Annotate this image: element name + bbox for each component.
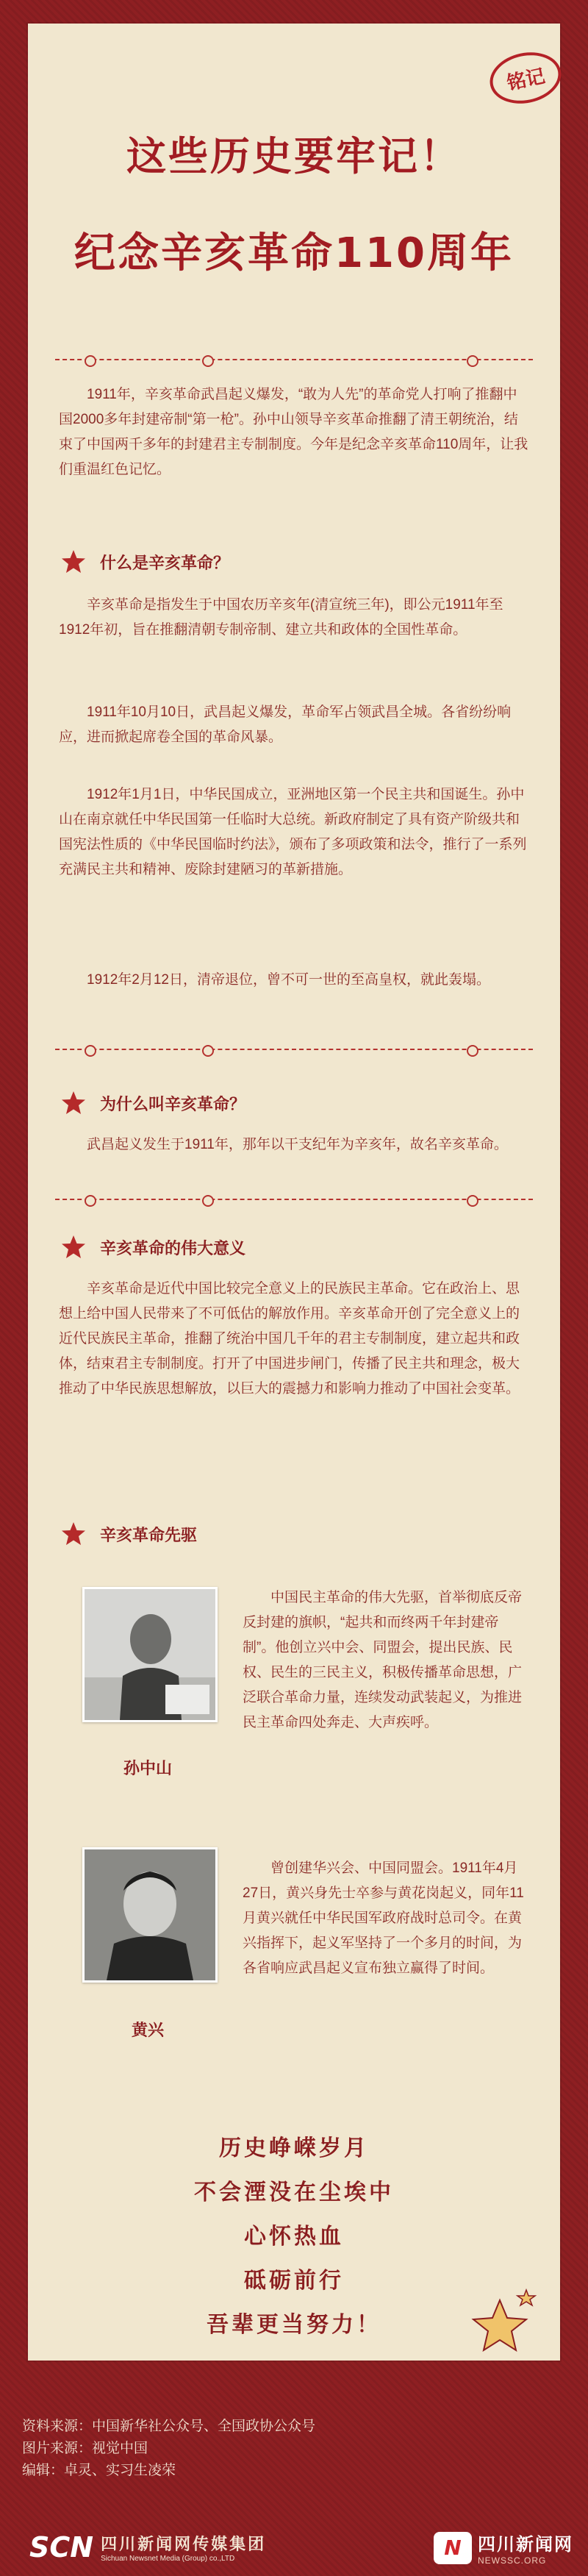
section-title: 辛亥革命的伟大意义 bbox=[100, 1239, 246, 1258]
section-heading bbox=[60, 547, 229, 577]
star-icon bbox=[60, 1234, 87, 1260]
newssc-logo bbox=[434, 2530, 573, 2566]
section-heading bbox=[60, 1519, 197, 1549]
portrait-photo bbox=[82, 1847, 218, 1983]
slogan-line: 不会湮没在尘埃中 bbox=[194, 2180, 394, 2205]
section-heading bbox=[60, 1088, 245, 1118]
portrait-photo bbox=[82, 1587, 218, 1722]
main-title: 这些历史要牢记！ bbox=[126, 133, 462, 179]
star-icon bbox=[60, 1521, 87, 1547]
slogan-line: 吾辈更当努力！ bbox=[207, 2312, 381, 2338]
pioneer-name: 黄兴 bbox=[131, 2022, 164, 2040]
star-icon bbox=[60, 549, 87, 575]
star-icon bbox=[60, 1090, 87, 1116]
section-title: 什么是辛亥革命？ bbox=[100, 554, 230, 573]
paragraph: 武昌起义发生于1911年，那年以干支纪年为辛亥年，故名辛亥革命。 bbox=[87, 1137, 508, 1152]
credit-line: 编辑：卓灵、实习生凌荣 bbox=[22, 2463, 176, 2478]
section-title: 辛亥革命先驱 bbox=[100, 1526, 198, 1545]
credit-line: 图片来源：视觉中国 bbox=[22, 2441, 148, 2456]
slogan-line: 历史峥嵘岁月 bbox=[219, 2136, 369, 2161]
paragraph: 1911年10月10日，武昌起义爆发，革命军占领武昌全城。各省纷纷响应，进而掀起席卷全国的革命风暴。 bbox=[59, 704, 512, 745]
remember-seal: 铭记 bbox=[485, 46, 566, 110]
content-card bbox=[28, 24, 560, 2361]
scn-logo bbox=[29, 2531, 266, 2563]
paragraph: 1912年1月1日，中华民国成立，亚洲地区第一个民主共和国诞生。孙中山在南京就任中华民国第一任临时大总统。新政府制定了具有资产阶级共和国宪法性质的《中华民国临时约法》，颁布了多项政策和法令，推行了一系列充满民主共和精神、废除封建陋习的革新措施。 bbox=[59, 787, 527, 877]
divider bbox=[55, 1199, 533, 1200]
paragraph: 1912年2月12日，清帝退位，曾不可一世的至高皇权，就此轰塌。 bbox=[87, 972, 490, 988]
divider bbox=[55, 359, 533, 360]
paragraph: 辛亥革命是近代中国比较完全意义上的民族民主革命。它在政治上、思想上给中国人民带来了不可低估的解放作用。辛亥革命开创了完全意义上的近代民族民主革命，推翻了统治中国几千年的君主专制制度，建立起共和政体，结束君主专制制度。打开了中国进步闸门，传播了民主共和理念，极大推动了中华民族思想解放，以巨大的震撼力和影响力推动了中国社会变革。 bbox=[59, 1281, 520, 1396]
newssc-logo-text: 四川新闻网 bbox=[478, 2534, 573, 2555]
credit-line: 资料来源：中国新华社公众号、全国政协公众号 bbox=[22, 2419, 316, 2434]
section-heading bbox=[60, 1232, 245, 1262]
scn-logo-english: Sichuan Newsnet Media (Group) co.,LTD bbox=[101, 2555, 235, 2563]
paragraph: 辛亥革命是指发生于中国农历辛亥年(清宣统三年)，即公元1911年至1912年初，旨在推翻清朝专制帝制、建立共和政体的全国性革命。 bbox=[59, 597, 503, 638]
section-title: 为什么叫辛亥革命？ bbox=[100, 1095, 246, 1114]
intro-paragraph: 1911年，辛亥革命武昌起义爆发，“敢为人先”的革命党人打响了推翻中国2000多年封建帝制“第一枪”。孙中山领导辛亥革命推翻了清王朝统治，结束了中国两千多年的封建君主专制制度。今年是纪念辛亥革命110周年，让我们重温红色记忆。 bbox=[59, 387, 528, 477]
sub-title: 纪念辛亥革命110周年 bbox=[74, 229, 514, 277]
scn-logo-text: 四川新闻网传媒集团 bbox=[101, 2535, 267, 2553]
pioneer-bio: 中国民主革命的伟大先驱，首举彻底反帝反封建的旗帜，“起共和而终两千年封建帝制”。他创立兴中会、同盟会，提出民族、民权、民生的三民主义，积极传播革命思想，广泛联合革命力量，连续发动武装起义，为推进民主革命四处奔走、大声疾呼。 bbox=[243, 1590, 523, 1730]
decorative-stars-icon bbox=[456, 2287, 537, 2361]
newssc-logo-icon: N bbox=[434, 2532, 472, 2564]
divider bbox=[55, 1049, 533, 1050]
credits bbox=[22, 2416, 315, 2482]
pioneer-name: 孙中山 bbox=[123, 1760, 172, 1778]
scn-logo-mark: SCN bbox=[29, 2531, 94, 2563]
newssc-logo-url: NEWSSC.ORG bbox=[478, 2555, 547, 2566]
slogan-line: 砥砺前行 bbox=[244, 2268, 344, 2294]
pioneer-bio: 曾创建华兴会、中国同盟会。1911年4月27日，黄兴身先士卒参与黄花岗起义，同年11月黄兴就任中华民国军政府战时总司令。在黄兴指挥下，起义军坚持了一个多月的时间，为各省响应武昌起义宣布独立赢得了时间。 bbox=[243, 1860, 524, 1976]
slogan-line: 心怀热血 bbox=[244, 2224, 344, 2249]
